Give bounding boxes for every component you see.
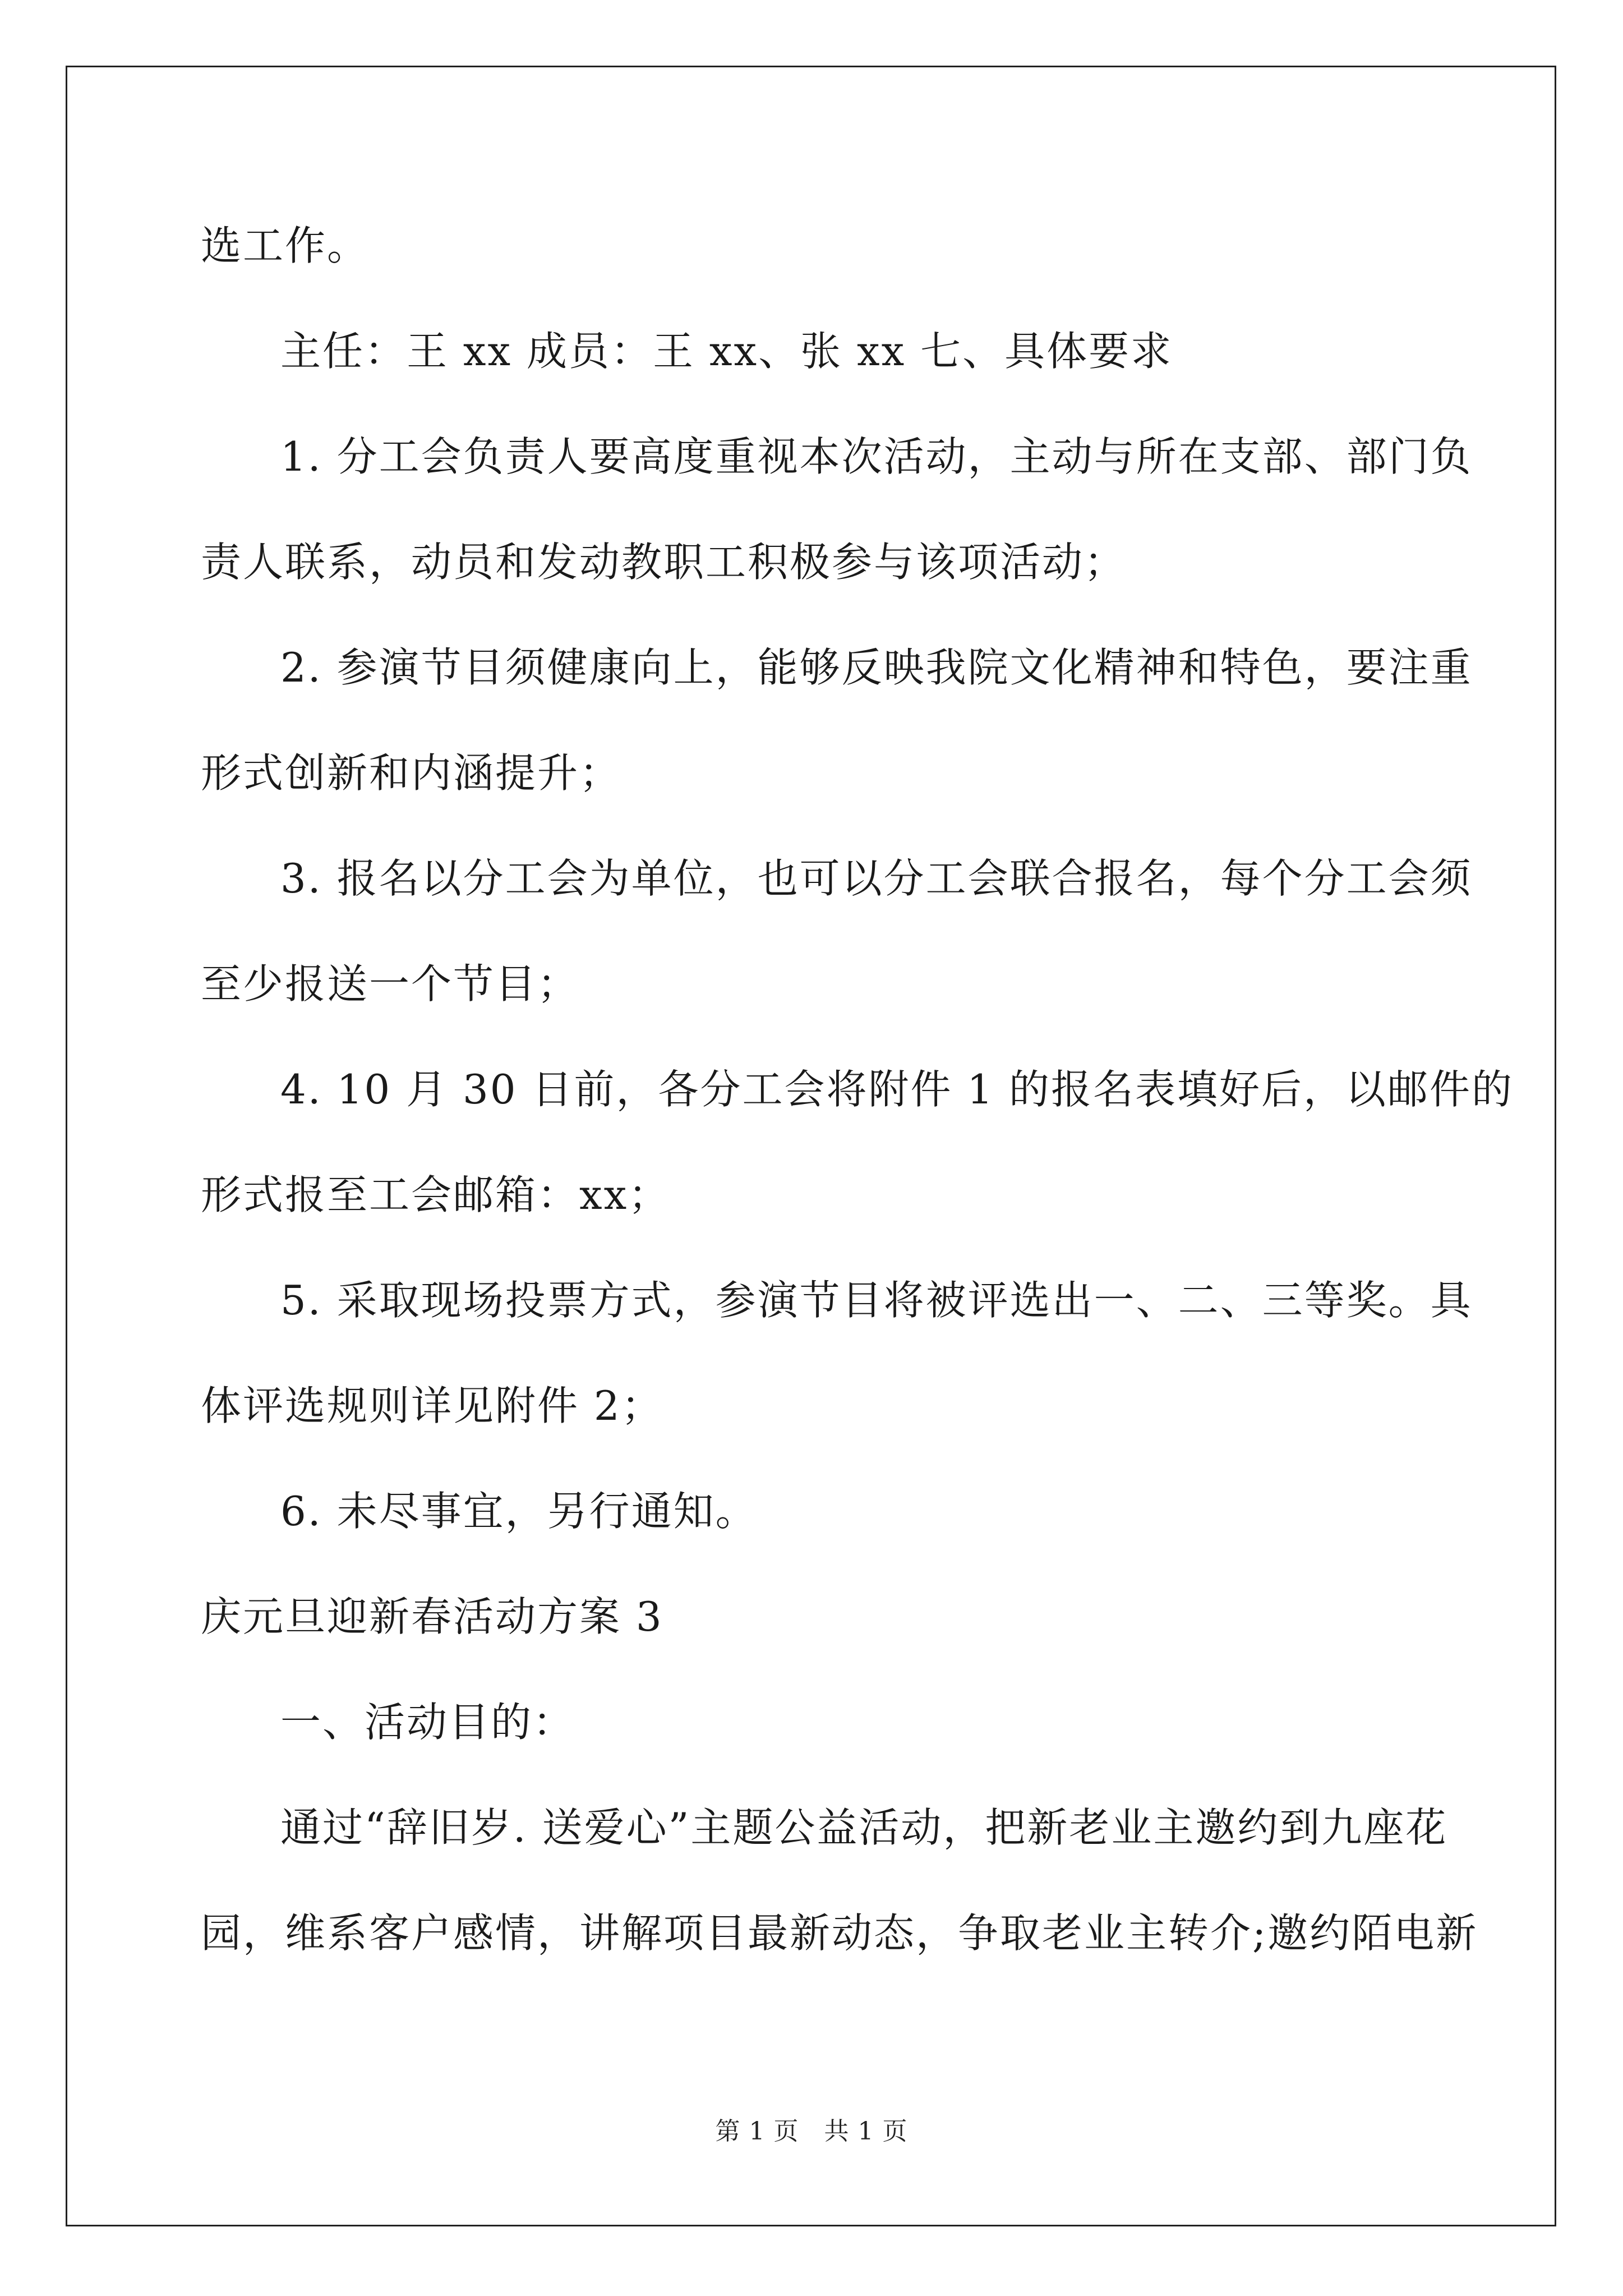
text-line: 体评选规则详见附件 2； <box>201 1382 663 1429</box>
section-heading: 庆元旦迎新春活动方案 3 <box>201 1593 663 1640</box>
text-line: 选工作。 <box>201 222 370 269</box>
page-number: 第 1 页 共 1 页 <box>715 2117 908 2146</box>
text-line: 责人联系，动员和发动教职工积极参与该项活动； <box>201 539 1127 586</box>
text-line: 6. 未尽事宜，另行通知。 <box>280 1488 758 1535</box>
text-line: 2. 参演节目须健康向上，能够反映我院文化精神和特色，要注重 <box>280 644 1473 691</box>
text-line: 3. 报名以分工会为单位，也可以分工会联合报名，每个分工会须 <box>280 855 1473 902</box>
text-line: 园，维系客户感情，讲解项目最新动态，争取老业主转介;邀约陌电新 <box>201 1910 1478 1957</box>
text-line: 通过“辞旧岁. 送爱心”主题公益活动，把新老业主邀约到九座花 <box>280 1804 1448 1851</box>
text-line: 1. 分工会负责人要高度重视本次活动，主动与所在支部、部门负 <box>280 433 1473 480</box>
text-line: 形式报至工会邮箱：xx； <box>201 1171 671 1218</box>
text-line: 形式创新和内涵提升； <box>201 749 622 797</box>
text-line: 一、活动目的： <box>280 1699 575 1746</box>
text-line: 至少报送一个节目； <box>201 960 580 1007</box>
text-line: 主任：王 xx 成员：王 xx、张 xx 七、具体要求 <box>280 328 1173 375</box>
text-line: 4. 10 月 30 日前，各分工会将附件 1 的报名表填好后，以邮件的 <box>280 1066 1514 1113</box>
text-line: 5. 采取现场投票方式，参演节目将被评选出一、二、三等奖。具 <box>280 1277 1473 1324</box>
